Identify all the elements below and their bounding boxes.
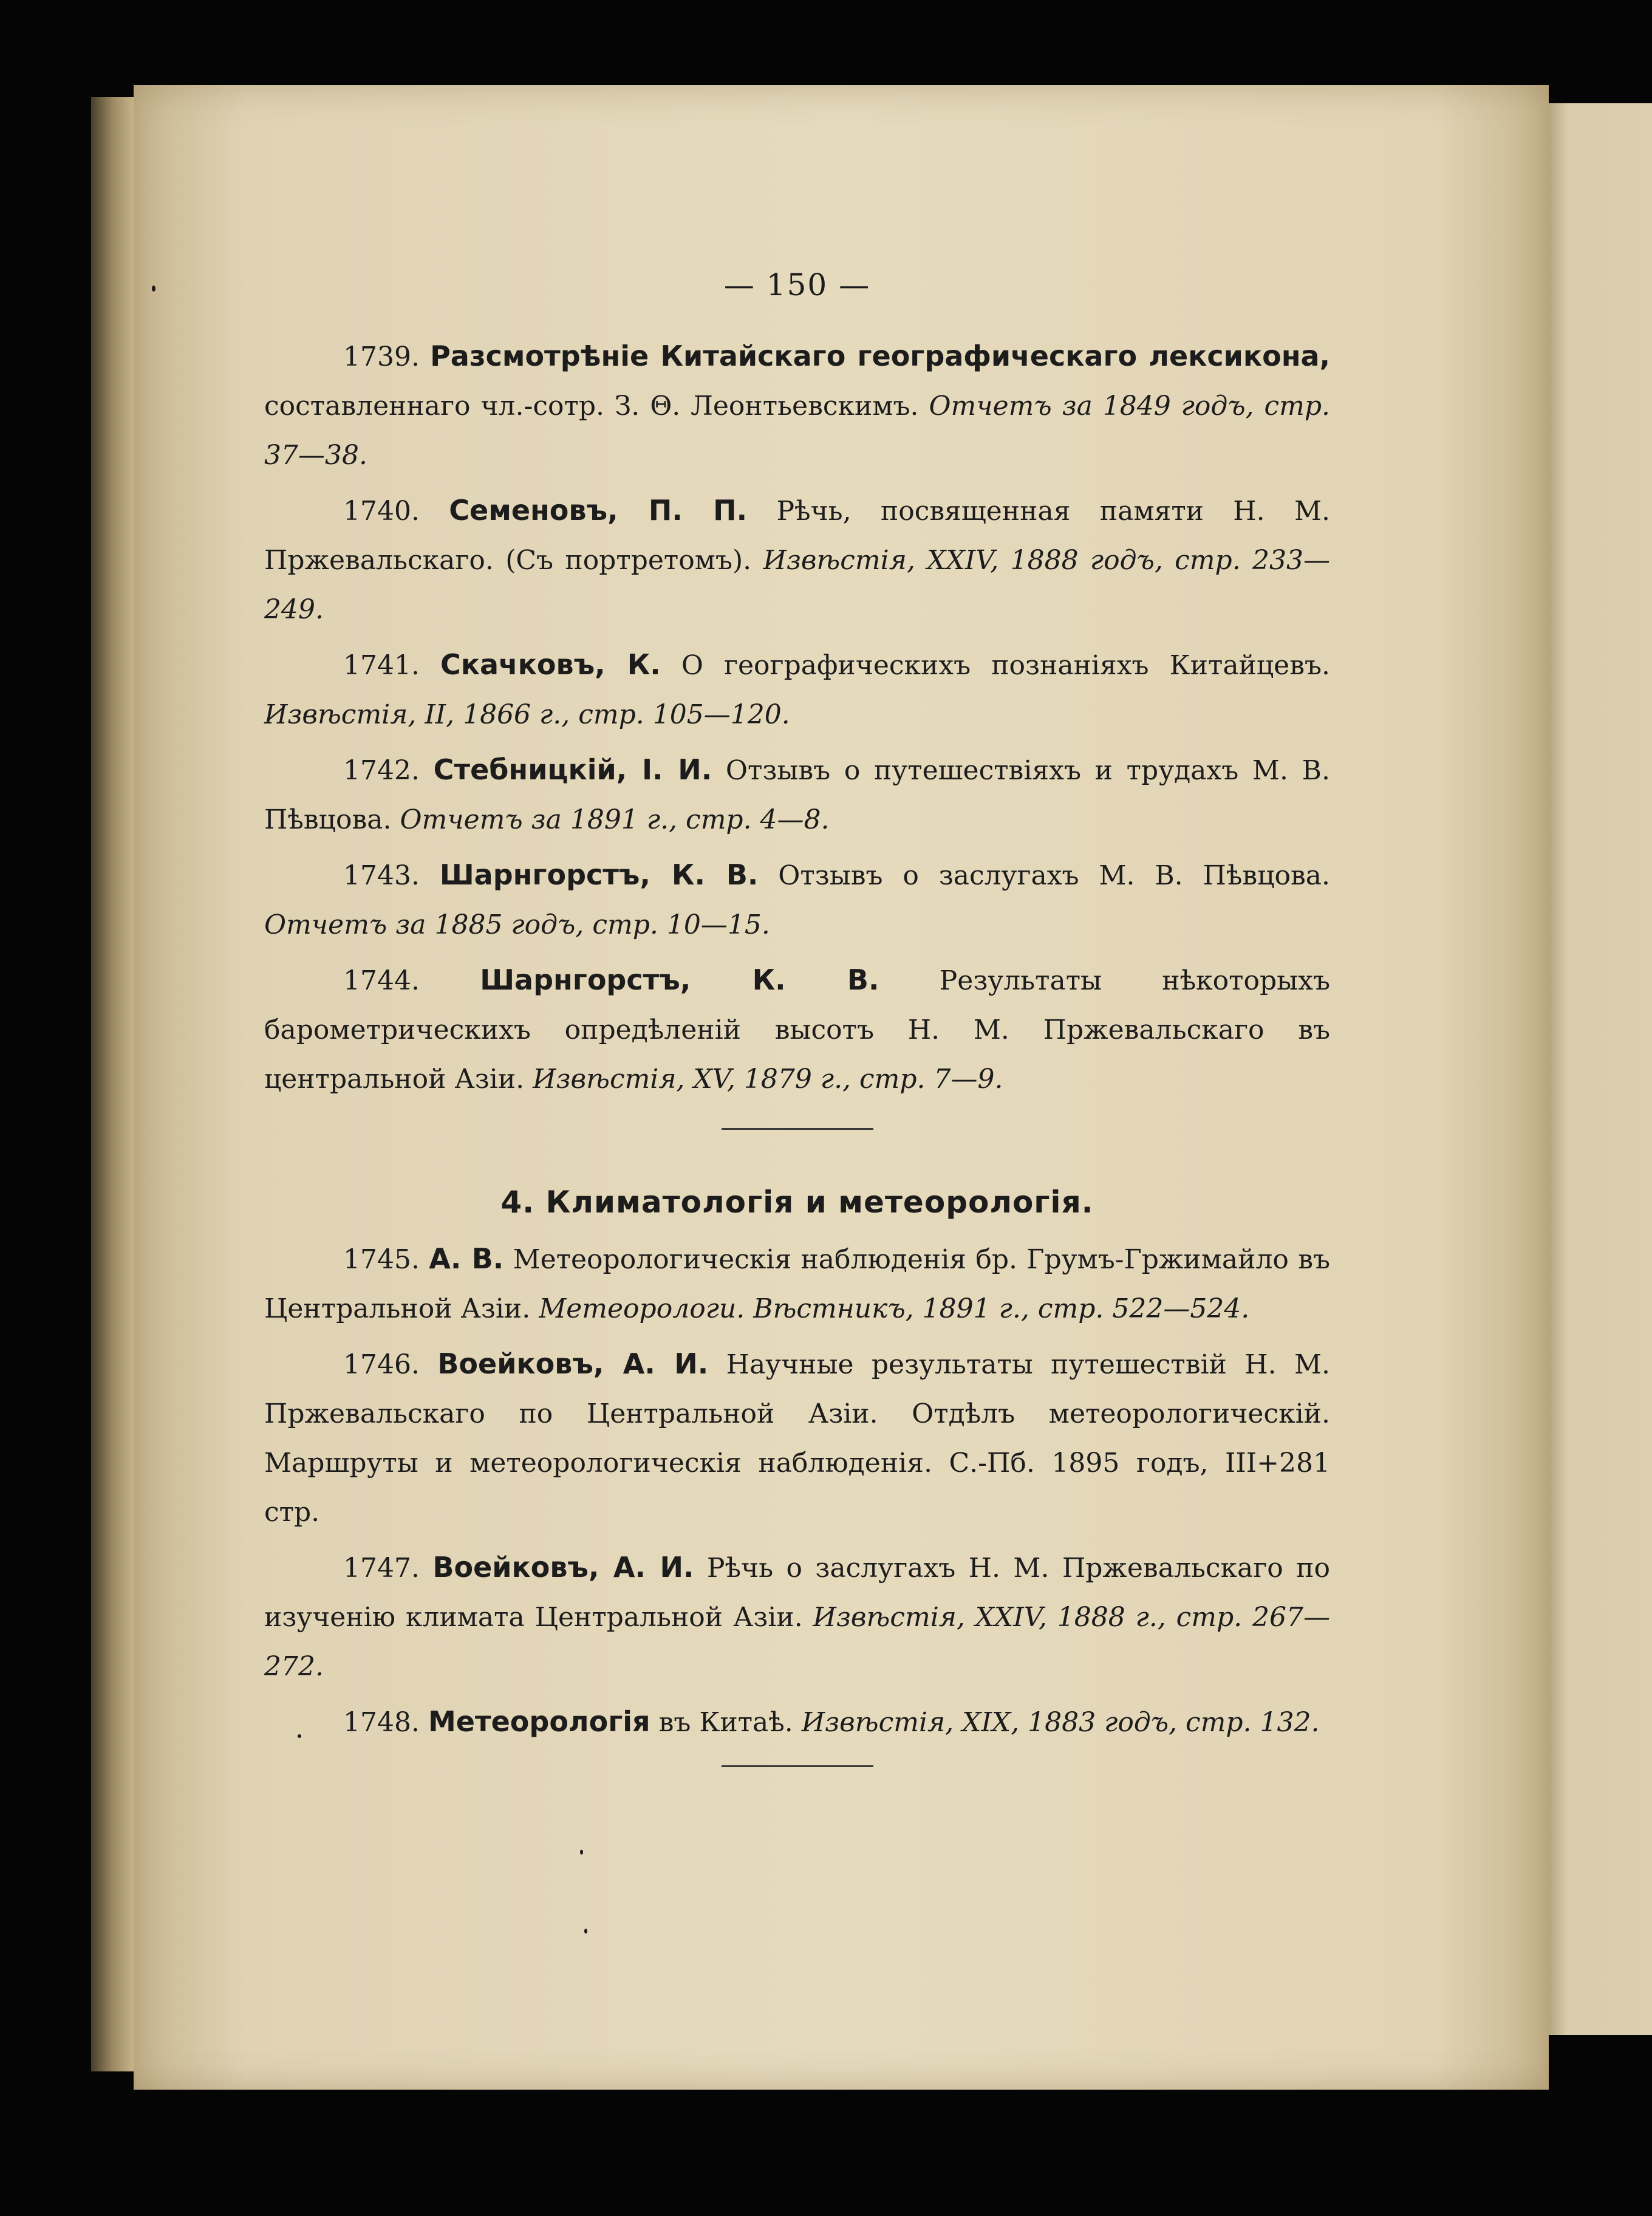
entry-number: 1747.: [343, 1553, 420, 1584]
entry-number: 1741.: [343, 650, 420, 681]
bibliography-entry: [264, 1697, 1330, 1747]
entry-text: въ Китаѣ.: [650, 1707, 802, 1738]
entry-text: Рѣчь о заслугахъ Н. М. Пржевальскаго по изученію климата Центральной Азіи.: [264, 1553, 1330, 1633]
entry-source: Извѣстія, II, 1866 г., стр. 105—120.: [264, 699, 790, 730]
entry-number: 1745.: [343, 1244, 420, 1275]
bibliography-entry: [264, 486, 1330, 634]
page-number: — 150 —: [723, 267, 871, 303]
entry-source: Отчетъ за 1891 г., стр. 4—8.: [400, 804, 830, 835]
entry-author: Шарнгорстъ, К. В.: [439, 858, 759, 891]
next-page-edge: [1531, 103, 1652, 2035]
paper-speck: [298, 1734, 301, 1738]
entry-text: О географическихъ познаніяхъ Китайцевъ.: [660, 650, 1330, 681]
entry-author: Скачковъ, К.: [440, 648, 661, 681]
entry-source: Извѣстія, XXIV, 1888 годъ, стр. 233—249.: [264, 545, 1331, 625]
entry-author: Семеновъ, П. П.: [449, 494, 748, 527]
bibliography-entry: [264, 1339, 1330, 1537]
entry-number: 1746.: [343, 1349, 420, 1380]
entry-author: Стебницкій, І. И.: [433, 753, 712, 786]
entry-text: Отзывъ о заслугахъ М. В. Пѣвцова.: [758, 860, 1330, 891]
entry-author: А. В.: [429, 1242, 504, 1275]
entry-number: 1740.: [343, 496, 420, 527]
entry-text: Отзывъ о путешествіяхъ и трудахъ М. В. Пѣвцова.: [264, 755, 1330, 835]
paper-speck: [152, 286, 155, 292]
bibliography-entry: [264, 1543, 1330, 1691]
entry-text: Метеорологическія наблюденія бр. Грумъ-Гржимайло въ Центральной Азіи.: [264, 1244, 1330, 1324]
bibliography-entry: [264, 332, 1330, 480]
entry-author: Воейковъ, А. И.: [432, 1551, 694, 1584]
entries-list-lower: [264, 1234, 1330, 1747]
entry-text: Научные результаты путешествій Н. М. Пржевальскаго по Центральной Азіи. Отдѣлъ метеорологическій. Маршруты и метеорологическія наблюденія. С.-Пб. 1895 годъ, III+281 стр.: [264, 1349, 1330, 1528]
entries-list-upper: [264, 332, 1330, 1104]
bibliography-entry: [264, 1234, 1330, 1333]
entry-author: Метеорологія: [428, 1705, 650, 1738]
entry-source: Извѣстія, XV, 1879 г., стр. 7—9.: [533, 1064, 1003, 1095]
bibliography-entry: [264, 640, 1330, 739]
entry-source: Отчетъ за 1849 годъ, стр. 37—38.: [264, 391, 1330, 471]
bibliography-entry: [264, 956, 1330, 1104]
entry-source: Метеорологи. Вѣстникъ, 1891 г., стр. 522—524.: [539, 1293, 1250, 1324]
entry-author: Шарнгорстъ, К. В.: [480, 963, 879, 996]
entry-text: Рѣчь, посвященная памяти Н. М. Пржевальскаго. (Съ портретомъ).: [264, 496, 1330, 576]
entry-number: 1743.: [343, 860, 420, 891]
entry-source: Отчетъ за 1885 годъ, стр. 10—15.: [264, 909, 770, 940]
paper-speck: [580, 1850, 583, 1855]
entry-text: Результаты нѣкоторыхъ барометрическихъ опредѣленій высотъ Н. М. Пржевальскаго въ центральной Азіи.: [264, 965, 1330, 1095]
paper-speck: [584, 1929, 587, 1934]
entry-number: 1739.: [343, 341, 420, 372]
entry-number: 1742.: [343, 755, 420, 786]
page-content: [264, 267, 1330, 1822]
bibliography-entry: [264, 850, 1330, 949]
divider-rule-bottom: [722, 1765, 873, 1767]
entry-author: Разсмотрѣніе Китайскаго географическаго лексикона,: [430, 340, 1330, 372]
bibliography-entry: [264, 745, 1330, 844]
divider-rule: [722, 1128, 873, 1130]
entry-source: Извѣстія, XXIV, 1888 г., стр. 267—272.: [264, 1602, 1331, 1682]
entry-author: Воейковъ, А. И.: [437, 1347, 709, 1380]
entry-number: 1744.: [343, 965, 420, 996]
section-title: 4. Климатологія и метеорологія.: [500, 1185, 1094, 1220]
entry-text: составленнаго чл.-сотр. З. Θ. Леонтьевскимъ.: [264, 391, 929, 422]
entry-number: 1748.: [343, 1707, 420, 1738]
entry-source: Извѣстія, XIX, 1883 годъ, стр. 132.: [801, 1707, 1320, 1738]
